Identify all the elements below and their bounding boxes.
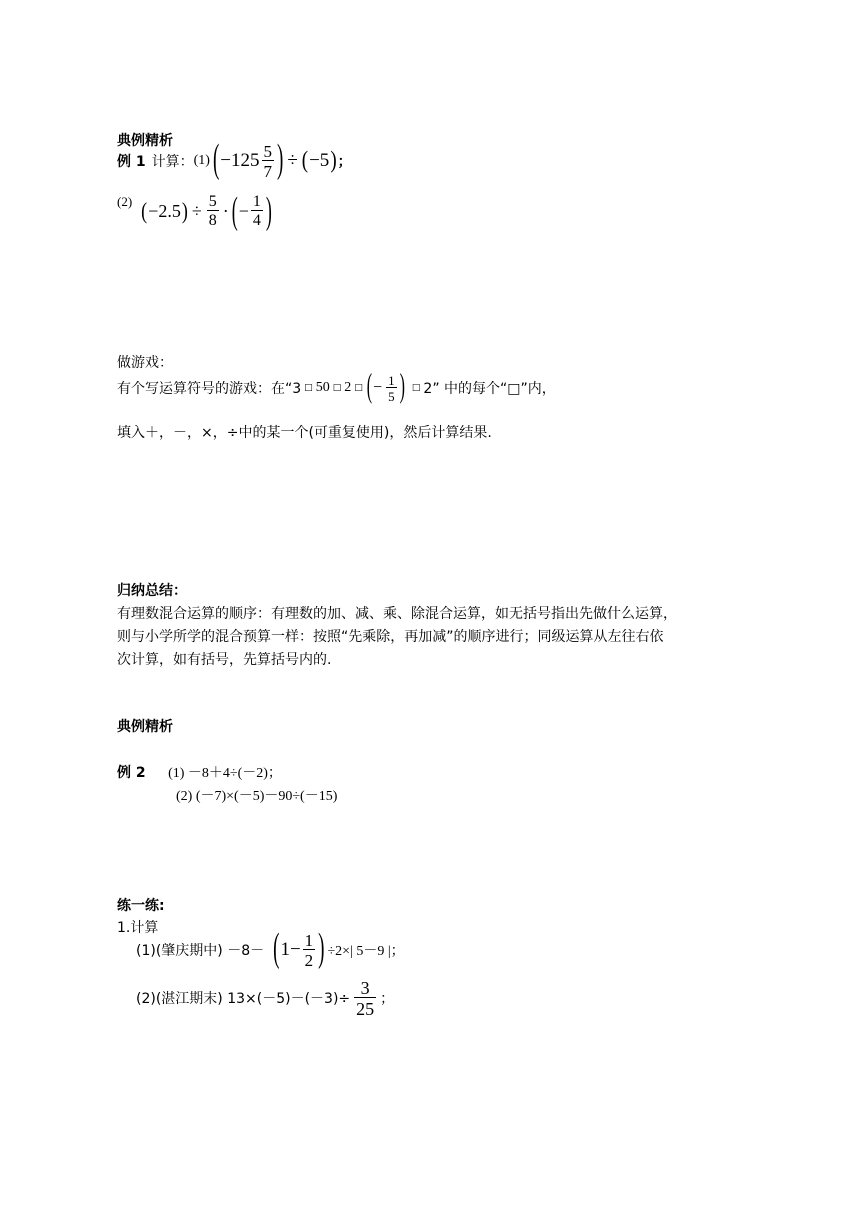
summary-heading: 归纳总结：	[117, 583, 187, 599]
fraction-5-8: $\frac{5}{8}$	[208, 192, 217, 229]
summary-line-3: 次计算，如有括号，先算括号内的.	[117, 652, 332, 668]
mixed-number-integer: −125	[220, 150, 260, 171]
example-2-line-1: 例 2 (1) －8＋4÷(－2)；	[117, 765, 282, 781]
fraction-1-4: $\frac{1}{4}$	[252, 192, 261, 229]
summary-line-2: 则与小学所学的混合预算一样：按照“先乘除，再加减”的顺序进行；同级运算从左往右依	[117, 629, 664, 645]
expression-2: ( −2.5 ) ÷ $\frac{5}{8}$ · ( − $\frac{1}{4}$ )	[141, 188, 272, 231]
section-heading-1: 典例精析	[117, 133, 173, 149]
part-2-number: (2)	[117, 194, 133, 209]
practice-question-1: (1)(肇庆期中) －8－ ( 1− $\frac{1}{2}$ ) ÷2×| 5－9 |；	[136, 926, 405, 971]
practice-heading: 练一练:	[117, 898, 165, 914]
practice-question-2: (2)(湛江期末) 13×(－5)－(－3)÷ $\frac{3}{25}$ ；	[136, 977, 395, 1019]
example-2-line-2: (2) (－7)×(－5)－90÷(－15)	[176, 789, 338, 804]
summary-line-1: 有理数混合运算的顺序：有理数的加、减、乘、除混合运算，如无括号指出先做什么运算，	[117, 606, 677, 622]
blank-box: □	[304, 383, 313, 393]
blank-box: □	[411, 383, 421, 393]
game-heading: 做游戏：	[117, 355, 173, 371]
game-line-2: 填入＋，－，×，÷中的某一个(可重复使用)，然后计算结果.	[117, 425, 492, 441]
blank-box: □	[332, 383, 342, 393]
game-fraction: ( − $\frac{1}{5}$ )	[366, 369, 405, 405]
blank-box: □	[354, 383, 363, 393]
example-2-label: 例 2	[117, 765, 146, 781]
part-1-number: (1)	[193, 153, 210, 168]
example-1-intro: 计算：	[151, 154, 194, 170]
section-heading-2: 典例精析	[117, 719, 173, 735]
practice-item-label: 1.计算	[117, 920, 159, 936]
fraction-5-7: $\frac{5}{7}$	[263, 141, 272, 181]
expression-1: ( −125 $\frac{5}{7}$ ) ÷ ( −5 )	[212, 137, 337, 182]
game-line-1: 有个写运算符号的游戏：在“3 □ 50 □ 2 □ ( − $\frac{1}{5}$ ) □ 2” 中的每个“□”内，	[117, 369, 556, 405]
q1-expression: ( 1− $\frac{1}{2}$ )	[273, 926, 325, 971]
q2-fraction: $\frac{3}{25}$	[356, 977, 375, 1019]
example-1-line-2	[117, 186, 273, 236]
example-1-line-1: 例 1 计算： (1) ( −125 $\frac{5}{7}$ ) ÷ ( −5 ) ；	[117, 137, 352, 182]
example-1-label: 例 1	[117, 154, 146, 170]
